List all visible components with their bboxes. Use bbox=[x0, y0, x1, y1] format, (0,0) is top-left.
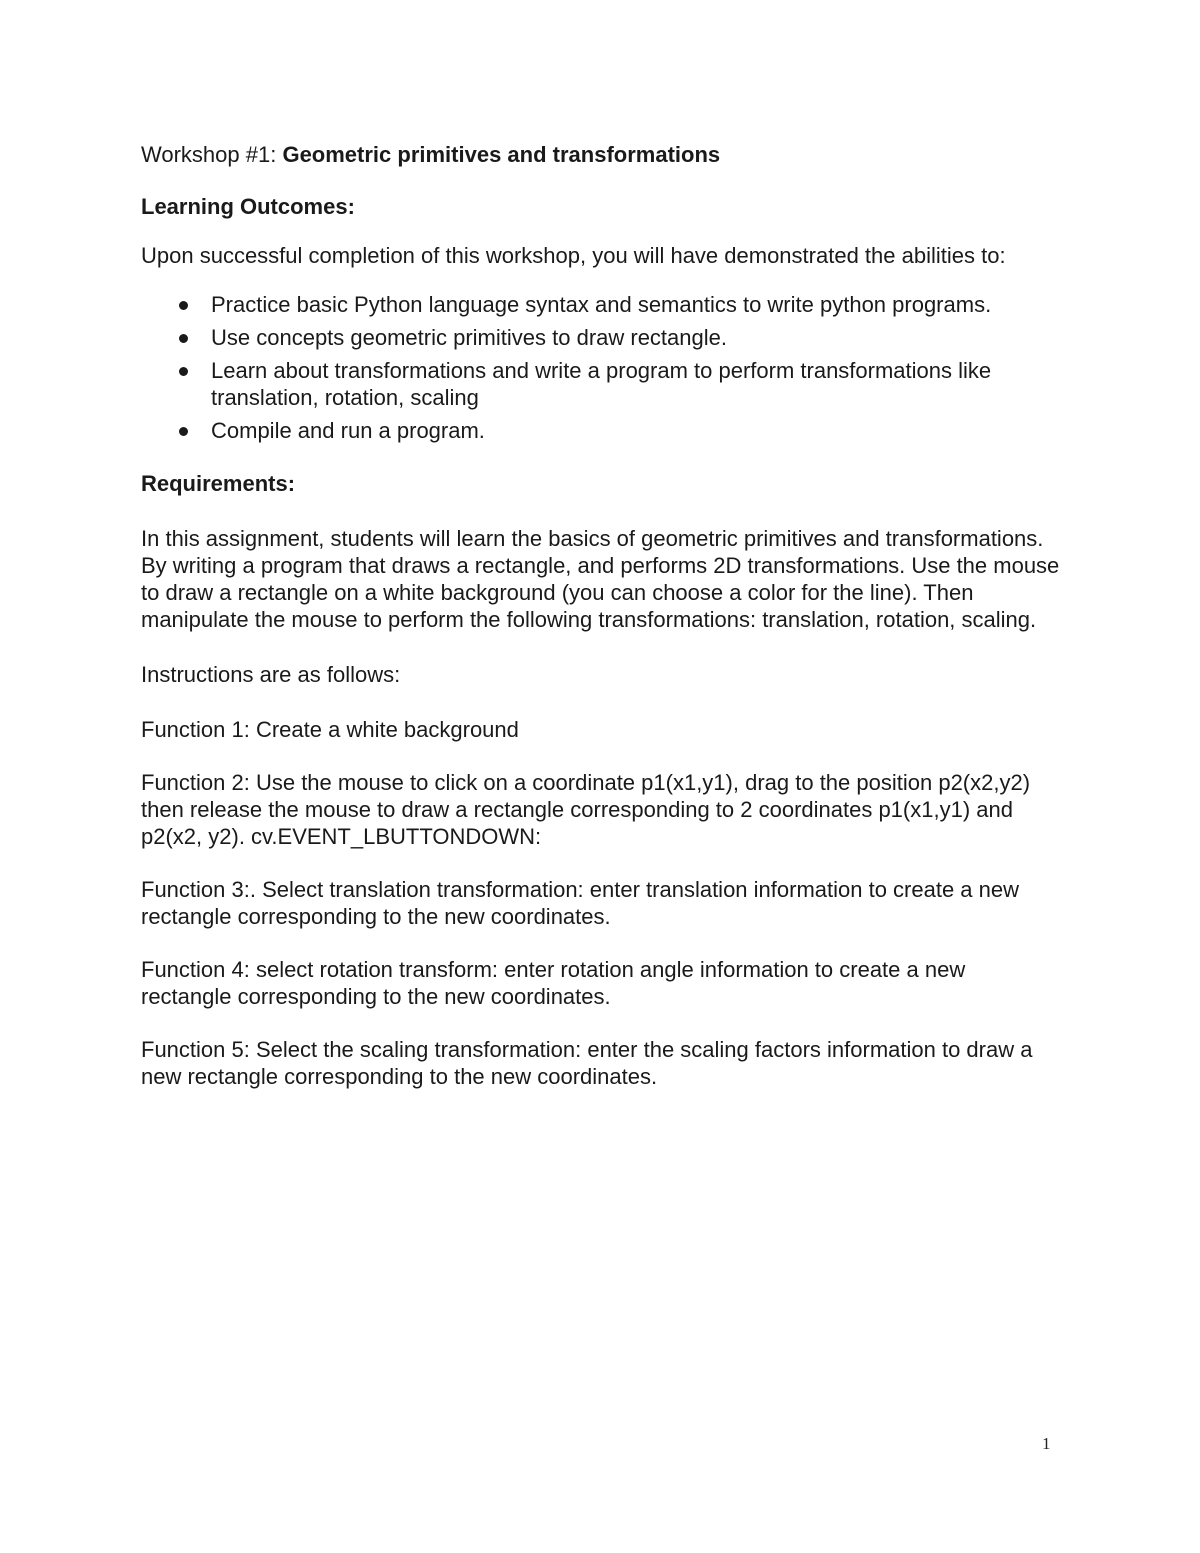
list-item bbox=[141, 417, 1061, 444]
list-item bbox=[141, 357, 1061, 411]
function-2-paragraph: Function 2: Use the mouse to click on a coordinate p1(x1,y1), drag to the position p2(x2,y2) then release the mouse to draw a rectangle corresponding to 2 coordinates p1(x1,y1) and p2(x2, y2). cv.EVENT_LBUTTONDOWN: bbox=[141, 770, 1031, 849]
page-number: 1 bbox=[1042, 1434, 1051, 1453]
outcomes-list bbox=[141, 291, 1061, 444]
function-4-paragraph: Function 4: select rotation transform: enter rotation angle information to create a new rectangle corresponding to the new coordinates. bbox=[141, 957, 966, 1009]
bullet-icon bbox=[179, 301, 188, 310]
document-title bbox=[141, 141, 1061, 169]
document-body bbox=[141, 141, 1061, 1090]
list-item bbox=[141, 291, 1061, 318]
function-5-paragraph: Function 5: Select the scaling transformation: enter the scaling factors information to draw a new rectangle corresponding to the new coordinates. bbox=[141, 1037, 1033, 1089]
list-item bbox=[141, 324, 1061, 351]
bullet-icon bbox=[179, 367, 188, 376]
title-prefix: Workshop #1: bbox=[141, 142, 283, 167]
outcome-text: Compile and run a program. bbox=[211, 418, 485, 443]
instructions-intro: Instructions are as follows: bbox=[141, 662, 401, 687]
function-1-paragraph: Function 1: Create a white background bbox=[141, 717, 519, 742]
intro-paragraph: Upon successful completion of this workshop, you will have demonstrated the abilities to: bbox=[141, 243, 1006, 268]
title-bold: Geometric primitives and transformations bbox=[282, 142, 721, 167]
requirements-paragraph: In this assignment, students will learn the basics of geometric primitives and transformations. By writing a program that draws a rectangle, and performs 2D transformations. Use the mouse to draw a rectangle on a white background (you can choose a color for the line). Then manipulate the mouse to perform the following transformations: translation, rotation, scaling. bbox=[141, 526, 1060, 632]
bullet-icon bbox=[179, 334, 188, 343]
outcome-text: Practice basic Python language syntax and semantics to write python programs. bbox=[211, 292, 992, 317]
outcome-text: Learn about transformations and write a program to perform transformations like translation, rotation, scaling bbox=[211, 358, 992, 410]
learning-outcomes-heading: Learning Outcomes: bbox=[141, 194, 355, 219]
outcome-text: Use concepts geometric primitives to draw rectangle. bbox=[211, 325, 727, 350]
bullet-icon bbox=[179, 427, 188, 436]
function-3-paragraph: Function 3:. Select translation transformation: enter translation information to create a new rectangle corresponding to the new coordinates. bbox=[141, 877, 1020, 929]
requirements-heading: Requirements: bbox=[141, 471, 296, 496]
